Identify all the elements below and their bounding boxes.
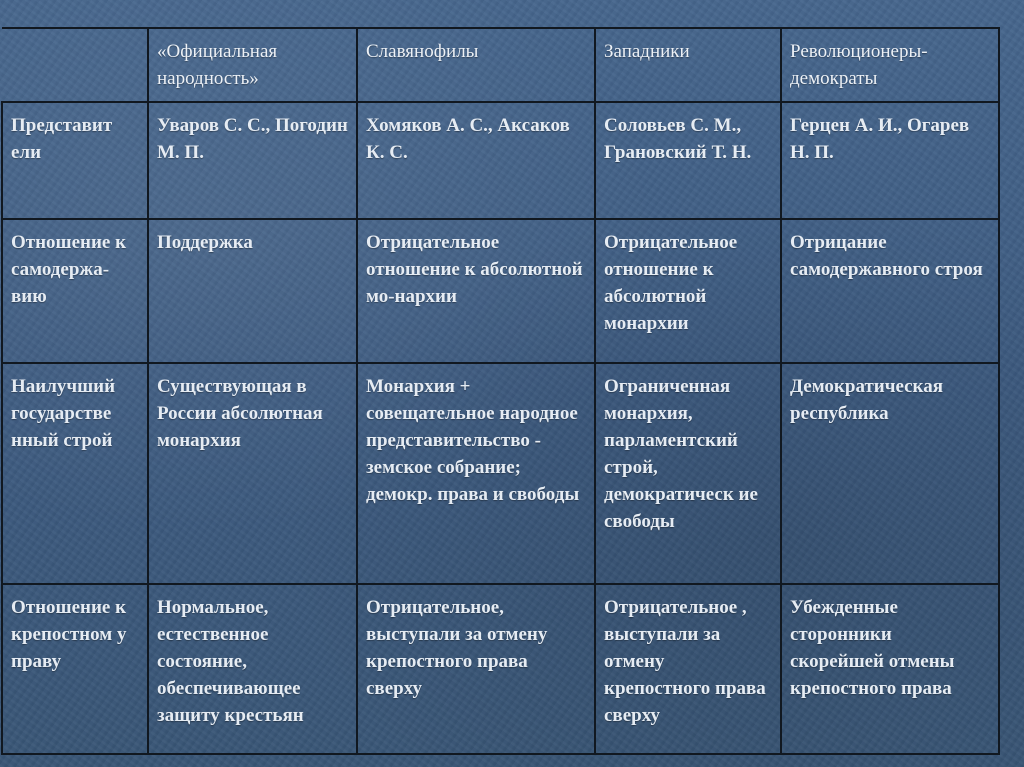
- table-row: [2, 584, 999, 754]
- table-cell: Поддержка: [148, 219, 357, 363]
- table-cell: Герцен А. И., Огарев Н. П.: [781, 102, 999, 219]
- table-cell: Отрицательное отношение к абсолютной монархии: [595, 219, 781, 363]
- row-header-representatives: Представит ели: [2, 102, 148, 219]
- table-cell: Отрицательное, выступали за отмену крепостного права сверху: [357, 584, 595, 754]
- table-cell: Отрицание самодержавного строя: [781, 219, 999, 363]
- table-cell: Нормальное, естественное состояние, обеспечивающее защиту крестьян: [148, 584, 357, 754]
- table-row: [2, 363, 999, 584]
- table-cell: Демократическая республика: [781, 363, 999, 584]
- table-cell: Ограниченная монархия, парламентский строй, демократическ ие свободы: [595, 363, 781, 584]
- table-cell: Отрицательное отношение к абсолютной мо-нархии: [357, 219, 595, 363]
- row-header-attitude-autocracy: Отношение к самодержа-вию: [2, 219, 148, 363]
- row-header-best-state-system: Наилучший государстве нный строй: [2, 363, 148, 584]
- header-cell-revolutionary-democrats: Революционеры-демократы: [781, 28, 999, 102]
- header-cell-westernizers: Западники: [595, 28, 781, 102]
- table-header-row: [2, 28, 999, 102]
- header-cell-corner: [2, 28, 148, 102]
- header-cell-slavophiles: Славянофилы: [357, 28, 595, 102]
- header-cell-official-nationality: «Официальная народность»: [148, 28, 357, 102]
- table-cell: Хомяков А. С., Аксаков К. С.: [357, 102, 595, 219]
- row-header-attitude-serfdom: Отношение к крепостном у праву: [2, 584, 148, 754]
- table-cell: Монархия + совещательное народное представительство - земское собрание; демокр. права и свободы: [357, 363, 595, 584]
- table-cell: Уваров С. С., Погодин М. П.: [148, 102, 357, 219]
- table-cell: Убежденные сторонники скорейшей отмены крепостного права: [781, 584, 999, 754]
- table-cell: Существующая в России абсолютная монархия: [148, 363, 357, 584]
- comparison-table: [1, 27, 1000, 755]
- table-cell: Соловьев С. М., Грановский Т. Н.: [595, 102, 781, 219]
- table-row: [2, 102, 999, 219]
- table-row: [2, 219, 999, 363]
- table-cell: Отрицательное , выступали за отмену крепостного права сверху: [595, 584, 781, 754]
